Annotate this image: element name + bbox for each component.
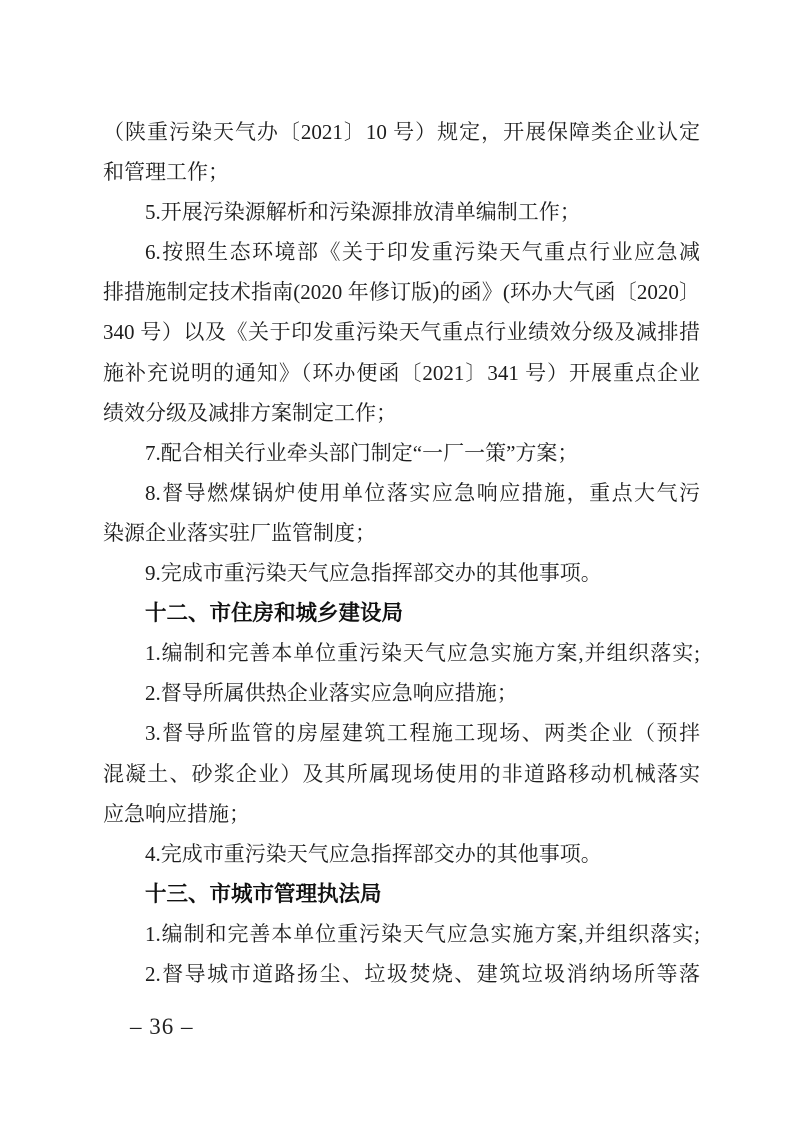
text-line: 3.督导所监管的房屋建筑工程施工现场、两类企业（预拌: [145, 721, 700, 746]
page-number: – 36 –: [130, 1014, 194, 1039]
paragraph: [103, 914, 700, 954]
text-line: 排措施制定技术指南(2020 年修订版)的函》(环办大气函〔2020〕: [103, 280, 700, 305]
paragraph: [103, 232, 700, 432]
text-line: 9.完成市重污染天气应急指挥部交办的其他事项。: [145, 561, 602, 586]
text-line: 应急响应措施；: [103, 801, 250, 826]
section-heading-13: [103, 874, 700, 914]
paragraph: [103, 433, 700, 473]
paragraph: [103, 633, 700, 673]
paragraph: [103, 834, 700, 874]
text-line: 混凝土、砂浆企业）及其所属现场使用的非道路移动机械落实: [103, 761, 700, 786]
text-line: 8.督导燃煤锅炉使用单位落实应急响应措施，重点大气污: [145, 480, 700, 505]
text-line: 2.督导所属供热企业落实应急响应措施；: [145, 681, 518, 706]
text-line: 和管理工作；: [103, 160, 229, 185]
text-line: 1.编制和完善本单位重污染天气应急实施方案,并组织落实;: [145, 921, 700, 946]
paragraph: [103, 473, 700, 553]
text-line: 6.按照生态环境部《关于印发重污染天气重点行业应急减: [145, 240, 700, 265]
paragraph: [103, 713, 700, 833]
paragraph: [103, 192, 700, 232]
text-line: 340 号）以及《关于印发重污染天气重点行业绩效分级及减排措: [103, 320, 700, 345]
text-line: 7.配合相关行业牵头部门制定“一厂一策”方案；: [145, 440, 579, 465]
section-heading: 十二、市住房和城乡建设局: [145, 601, 404, 626]
text-line: 5.开展污染源解析和污染源排放清单编制工作；: [145, 200, 581, 225]
text-line: 4.完成市重污染天气应急指挥部交办的其他事项。: [145, 841, 602, 866]
paragraph: [103, 954, 700, 994]
section-heading: 十三、市城市管理执法局: [145, 881, 382, 906]
paragraph: [103, 112, 700, 192]
text-line: 1.编制和完善本单位重污染天气应急实施方案,并组织落实;: [145, 641, 700, 666]
text-line: （陕重污染天气办〔2021〕10 号）规定，开展保障类企业认定: [103, 120, 700, 144]
text-line: 染源企业落实驻厂监管制度；: [103, 520, 376, 545]
paragraph: [103, 673, 700, 713]
section-heading-12: [103, 593, 700, 633]
text-line: 2.督导城市道路扬尘、垃圾焚烧、建筑垃圾消纳场所等落: [145, 961, 700, 986]
paragraph: [103, 553, 700, 593]
text-line: 绩效分级及减排方案制定工作；: [103, 400, 397, 425]
page-body: [103, 112, 700, 994]
text-line: 施补充说明的通知》（环办便函〔2021〕341 号）开展重点企业: [103, 360, 700, 385]
